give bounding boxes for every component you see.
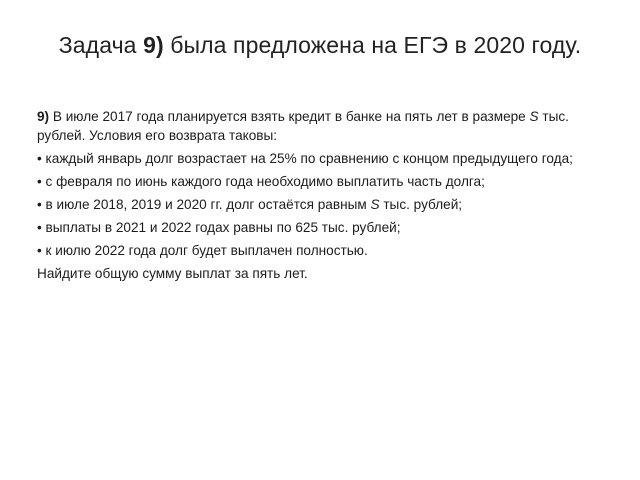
problem-question: Найдите общую сумму выплат за пять лет.	[37, 266, 308, 281]
condition-item: • с февраля по июнь каждого года необходимо выплатить часть долга;	[37, 174, 485, 189]
title-suffix: была предложена на ЕГЭ в 2020 году.	[163, 32, 582, 58]
problem-number: 9)	[37, 109, 50, 124]
variable-s: S	[370, 197, 380, 212]
title-prefix: Задача	[58, 32, 144, 58]
problem-intro	[37, 107, 609, 145]
condition-item: • каждый январь долг возрастает на 25% по сравнению с концом предыдущего года;	[37, 151, 573, 166]
condition-item: • к июлю 2022 года долг будет выплачен полностью.	[37, 243, 368, 258]
condition-text-start: • в июле 2018, 2019 и 2020 гг. долг остаётся равным	[37, 197, 371, 212]
page-title	[0, 30, 640, 60]
condition-item: • выплаты в 2021 и 2022 годах равны по 625 тыс. рублей;	[37, 220, 401, 235]
title-number: 9)	[143, 32, 164, 58]
problem-body	[37, 107, 609, 287]
condition-item	[37, 195, 609, 214]
intro-text-end: тыс. рублей. Условия его возврата таковы:	[37, 109, 569, 143]
variable-s: S	[529, 109, 539, 124]
intro-text-start: В июле 2017 года планируется взять кредит в банке на пять лет в размере	[49, 109, 530, 124]
condition-text-end: тыс. рублей;	[379, 197, 463, 212]
